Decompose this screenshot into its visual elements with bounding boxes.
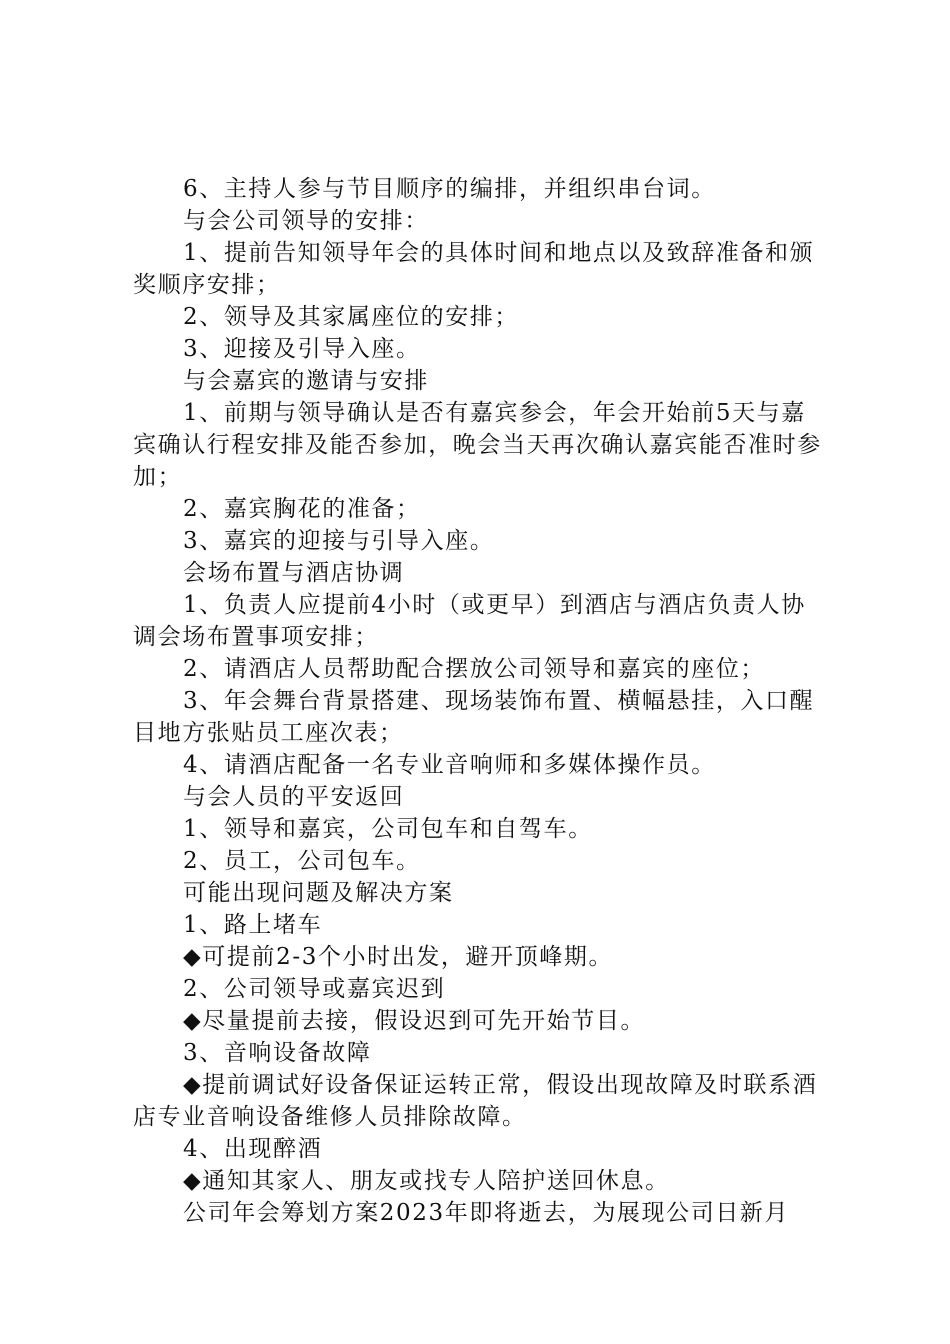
section-heading: 与会嘉宾的邀请与安排	[183, 368, 429, 394]
problem-item: 3、音响设备故障	[183, 1040, 372, 1066]
paragraph: 1、领导和嘉宾，公司包车和自驾车。	[183, 816, 593, 842]
solution-item: ◆提前调试好设备保证运转正常，假设出现故障及时联系酒店专业音响设备维修人员排除故障。	[133, 1072, 818, 1130]
document-body	[133, 173, 823, 1229]
paragraph: 1、负责人应提前4小时（或更早）到酒店与酒店负责人协调会场布置事项安排；	[133, 592, 806, 650]
section-heading: 可能出现问题及解决方案	[183, 880, 454, 906]
paragraph: 3、年会舞台背景搭建、现场装饰布置、横幅悬挂，入口醒目地方张贴员工座次表；	[133, 688, 815, 746]
solution-item: ◆通知其家人、朋友或找专人陪护送回休息。	[183, 1168, 670, 1194]
section-heading: 会场布置与酒店协调	[183, 560, 405, 586]
paragraph: 1、前期与领导确认是否有嘉宾参会，年会开始前5天与嘉宾确认行程安排及能否参加，晚会当天再次确认嘉宾能否准时参加；	[133, 400, 822, 490]
section-heading: 与会公司领导的安排：	[183, 208, 429, 234]
paragraph: 4、请酒店配备一名专业音响师和多媒体操作员。	[183, 752, 716, 778]
problem-item: 2、公司领导或嘉宾迟到	[183, 976, 446, 1002]
problem-item: 4、出现醉酒	[183, 1136, 323, 1162]
paragraph: 2、领导及其家属座位的安排；	[183, 304, 520, 330]
paragraph: 6、主持人参与节目顺序的编排，并组织串台词。	[183, 176, 716, 202]
paragraph: 2、嘉宾胸花的准备；	[183, 496, 421, 522]
paragraph: 3、迎接及引导入座。	[183, 336, 421, 362]
paragraph: 1、提前告知领导年会的具体时间和地点以及致辞准备和颁奖顺序安排；	[133, 240, 815, 298]
paragraph: 3、嘉宾的迎接与引导入座。	[183, 528, 495, 554]
solution-item: ◆可提前2-3个小时出发，避开顶峰期。	[183, 944, 614, 970]
paragraph: 2、员工，公司包车。	[183, 848, 421, 874]
paragraph: 公司年会筹划方案2023年即将逝去，为展现公司日新月	[183, 1200, 790, 1226]
problem-item: 1、路上堵车	[183, 912, 323, 938]
solution-item: ◆尽量提前去接，假设迟到可先开始节目。	[183, 1008, 646, 1034]
paragraph: 2、请酒店人员帮助配合摆放公司领导和嘉宾的座位；	[183, 656, 766, 682]
section-heading: 与会人员的平安返回	[183, 784, 405, 810]
